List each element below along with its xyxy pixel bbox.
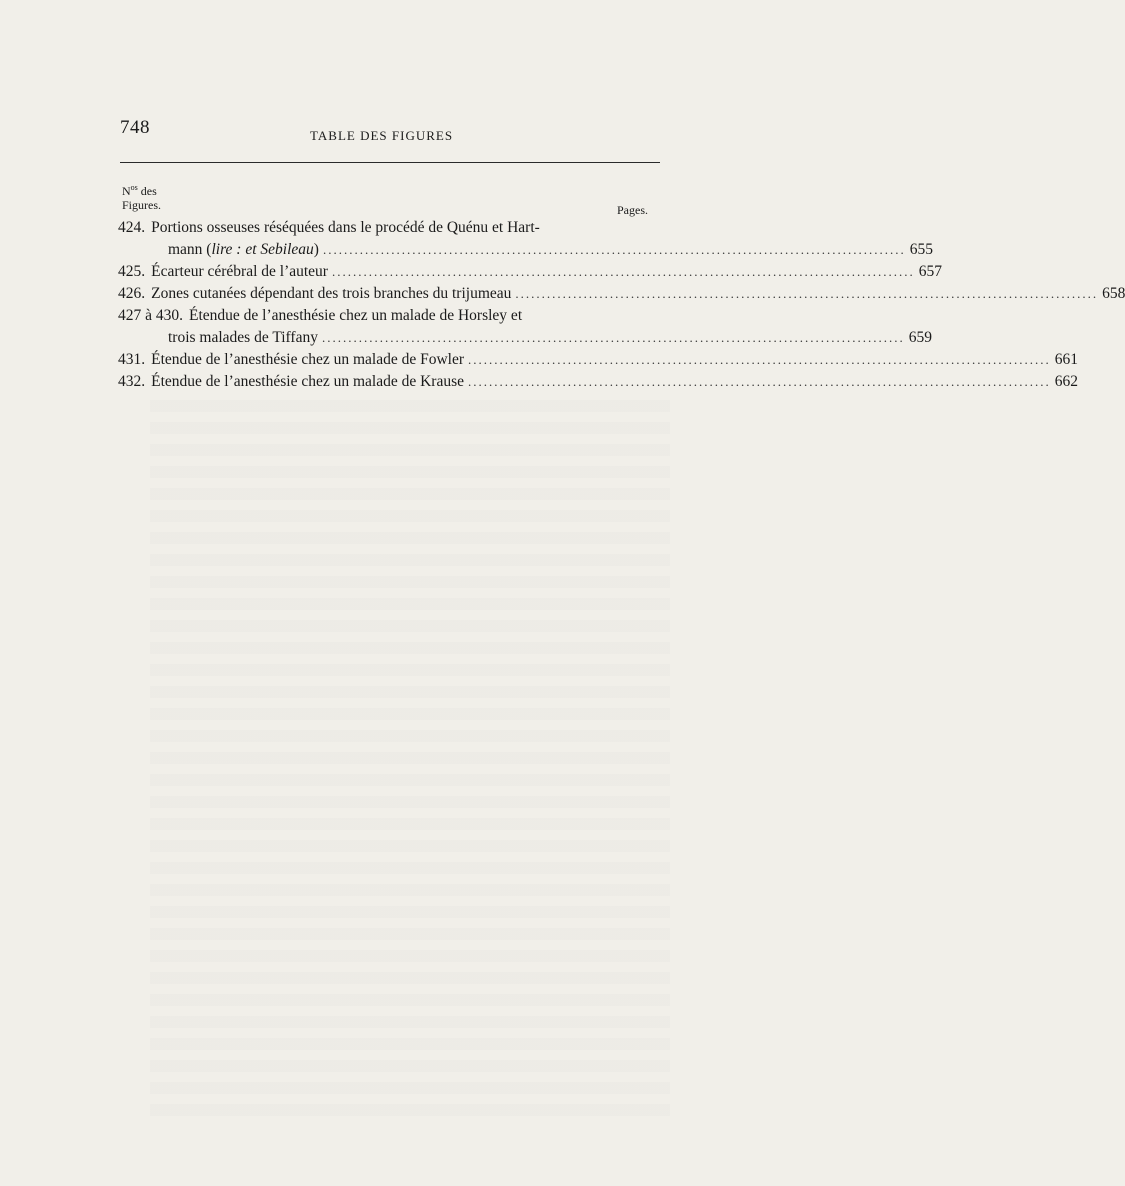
- column-header-sup: os: [130, 183, 138, 192]
- page-ref: 659: [908, 329, 932, 346]
- header-rule: [120, 162, 660, 163]
- page-ref: 658: [1102, 285, 1125, 302]
- figure-number: 431.: [118, 351, 146, 368]
- list-item: [118, 349, 1079, 371]
- page-ref: 657: [918, 263, 942, 280]
- column-header-des: des: [137, 184, 157, 198]
- figure-number: 425.: [118, 263, 146, 280]
- figure-number: 427 à 430.: [118, 307, 184, 324]
- list-item: [118, 283, 1125, 305]
- running-title: TABLE DES FIGURES: [310, 128, 454, 143]
- figure-list: [118, 217, 1125, 393]
- column-header-figures: [122, 181, 161, 212]
- column-header-pages: Pages.: [617, 203, 648, 217]
- list-item: [118, 261, 942, 283]
- page-ref: 655: [909, 241, 933, 258]
- figure-title: Étendue de l’anesthésie chez un malade de Fowler: [151, 351, 465, 368]
- leader-dots: ...............................................................................................................: [515, 286, 1099, 301]
- leader-dots: ...............................................................................................................: [322, 242, 906, 257]
- list-item: [118, 305, 932, 349]
- figure-title: Étendue de l’anesthésie chez un malade de Horsley et: [189, 307, 523, 324]
- list-item: [118, 371, 1078, 393]
- figure-number: 432.: [118, 373, 146, 390]
- leader-dots: ...............................................................................................................: [321, 330, 905, 345]
- figure-title: Portions osseuses réséquées dans le procédé de Quénu et Hart-: [151, 219, 540, 236]
- leader-dots: ...............................................................................................................: [468, 352, 1051, 367]
- column-header-n: N: [122, 184, 131, 198]
- figure-title: Étendue de l’anesthésie chez un malade de Krause: [151, 373, 464, 390]
- figure-title-cont: mann (lire : et Sebileau): [168, 241, 319, 258]
- figure-number: 426.: [118, 285, 146, 302]
- list-item: [118, 217, 933, 261]
- leader-dots: ...............................................................................................................: [331, 264, 915, 279]
- bleed-through-texture: [150, 400, 670, 1120]
- column-header-figures-label: Figures.: [122, 198, 161, 212]
- page-ref: 661: [1054, 351, 1079, 368]
- figure-title: Écarteur cérébral de l’auteur: [151, 263, 328, 280]
- figure-title-cont: trois malades de Tiffany: [168, 329, 318, 346]
- page-number: 748: [120, 117, 150, 138]
- figure-number: 424.: [118, 219, 146, 236]
- page-ref: 662: [1054, 373, 1078, 390]
- leader-dots: ...............................................................................................................: [468, 374, 1051, 389]
- figure-title: Zones cutanées dépendant des trois branches du trijumeau: [151, 285, 512, 302]
